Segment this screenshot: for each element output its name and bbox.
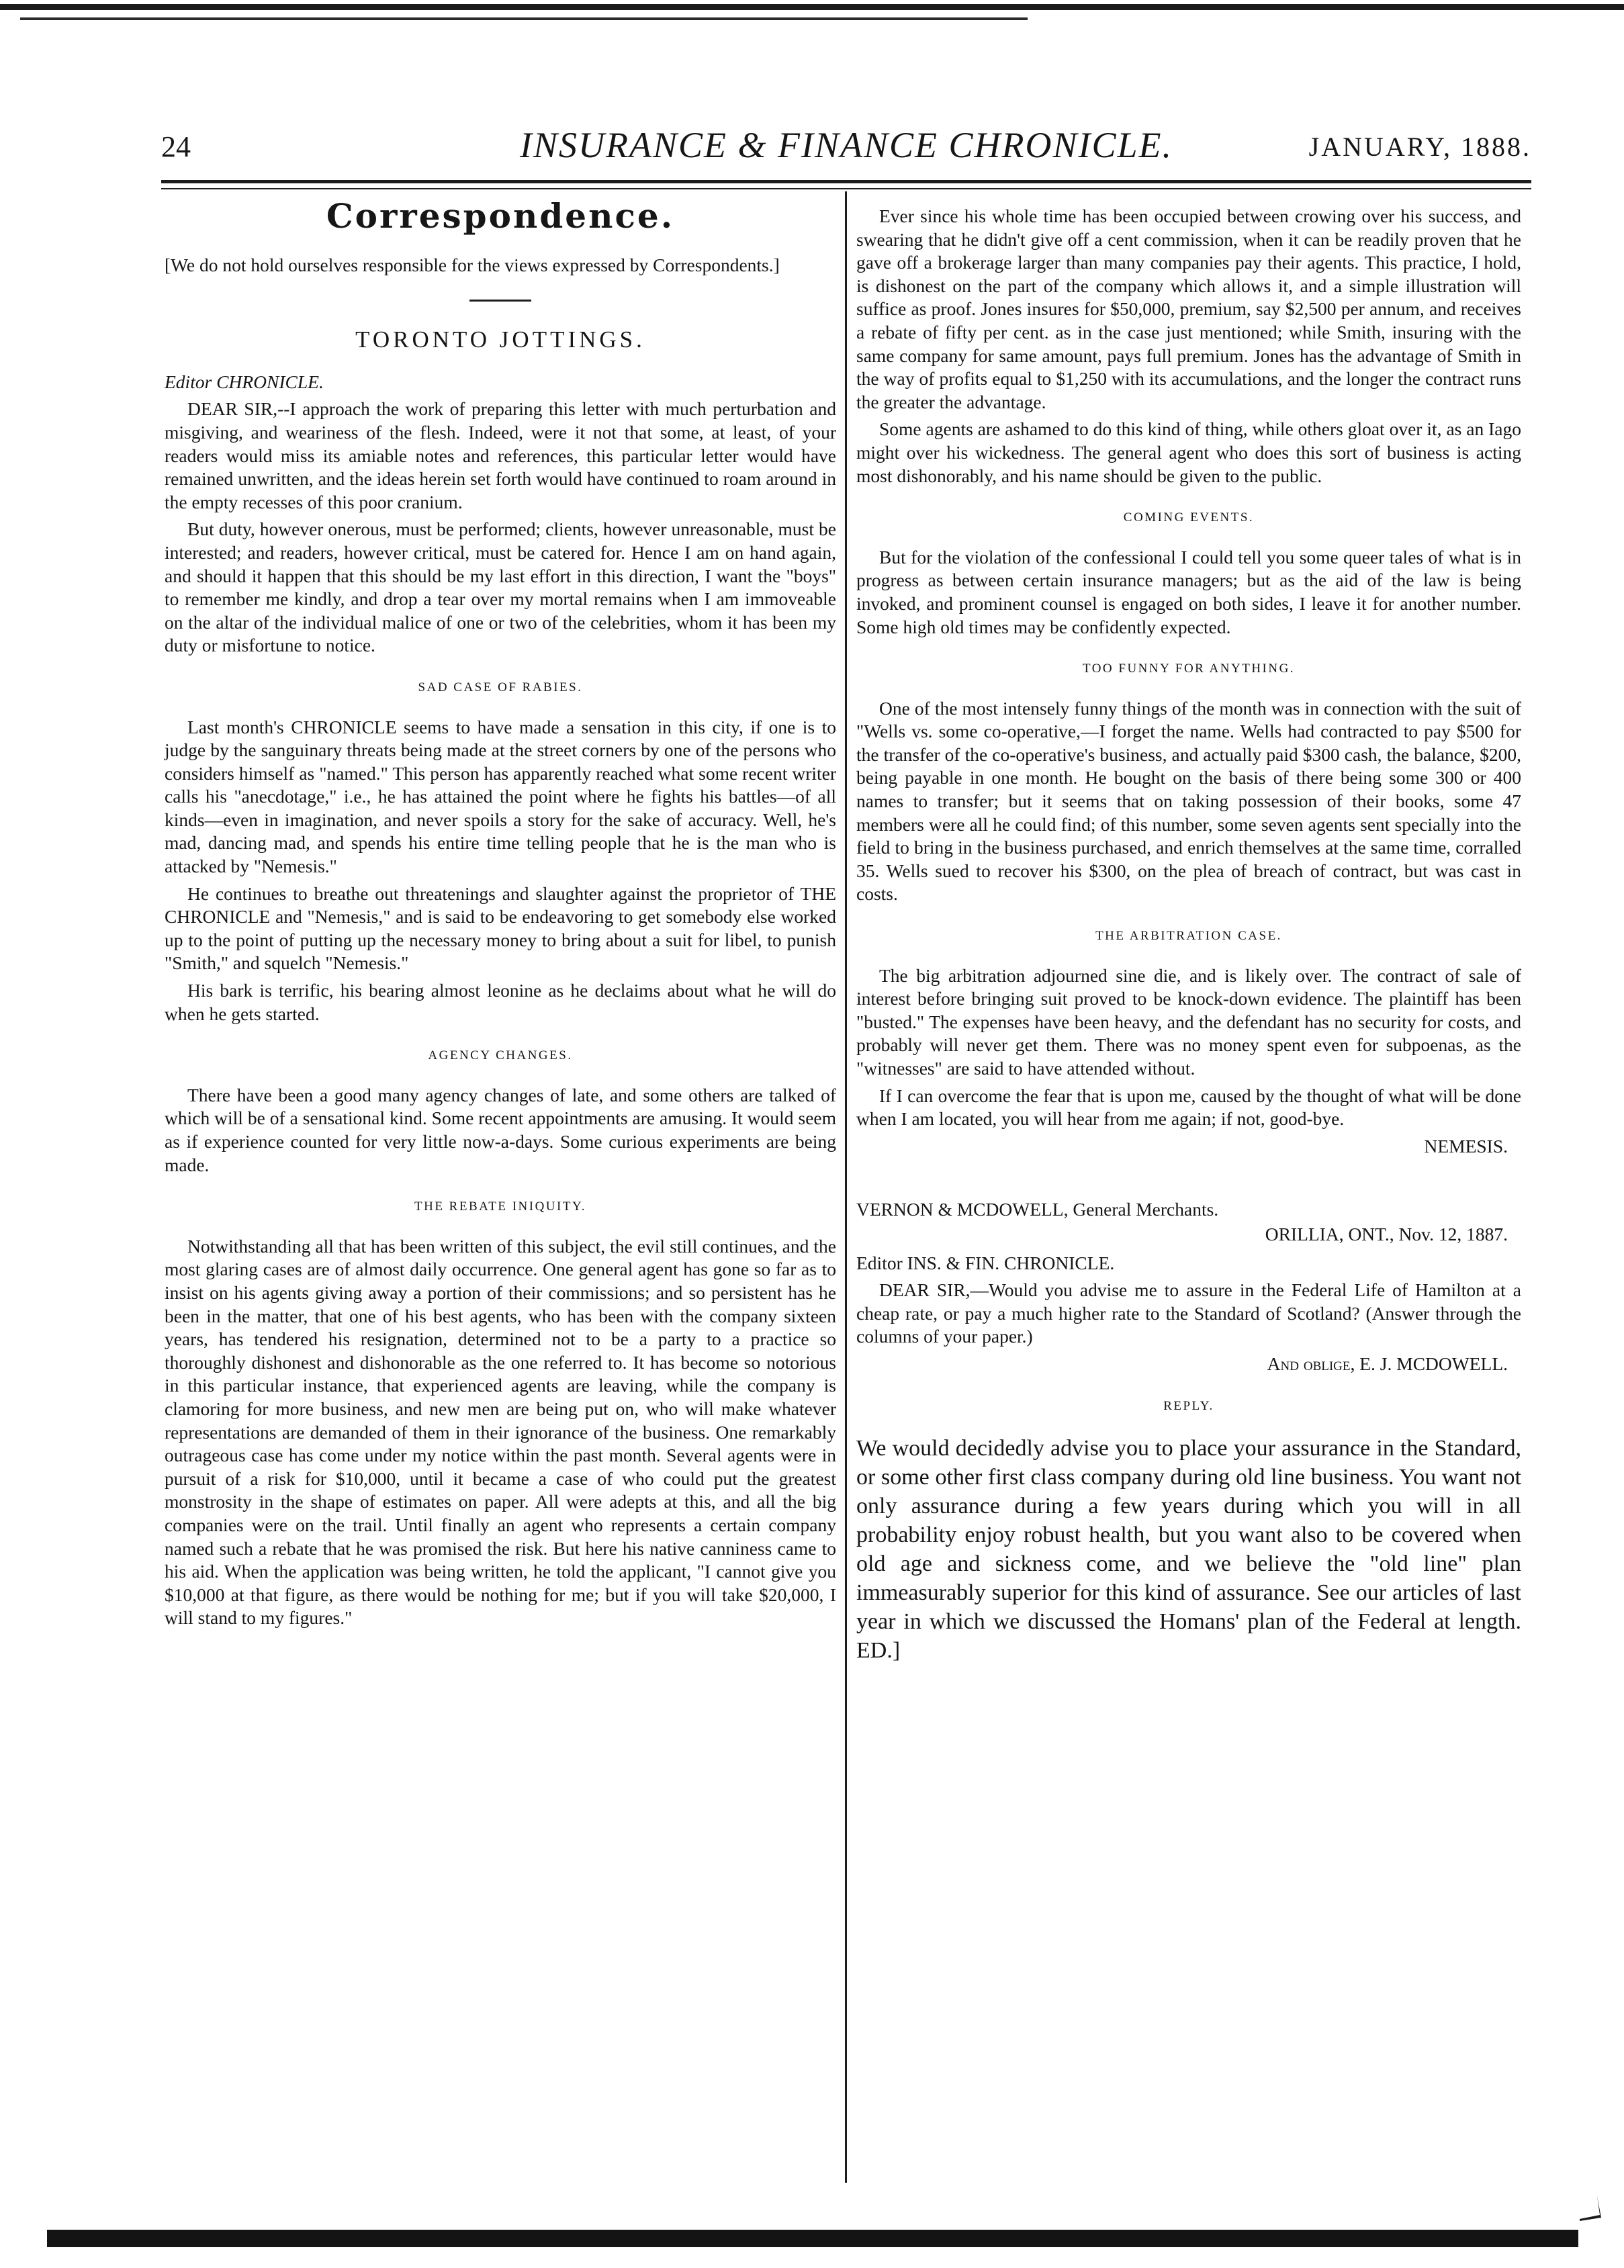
subheading-agency-changes: AGENCY CHANGES. [428,1048,573,1063]
article-paragraph: He continues to breathe out threatenings and slaughter against the proprietor of THE CHRONICLE and "Nemesis," and is said to be endeavoring to get somebody else worked up to the point of putting up the necessary money to bring about a suit for libel, to punish "Smith," and squelch "Nemesis." [165,882,836,974]
page-header [161,124,1531,171]
left-column [165,196,836,1634]
bottom-border-rule [47,2230,1578,2247]
subheading-too-funny: TOO FUNNY FOR ANYTHING. [1082,662,1296,676]
article-paragraph: One of the most intensely funny things of the month was in connection with the suit of "Wells vs. some co-operative,—I forget the name. Wells had contracted to pay $500 for the transfer of the co-operative's business, and actually paid $300 cash, the balance, $200, being payable in one month. He bought on the basis of there being some 300 or 400 names to transfer; but it seems that on taking possession of their books, some 47 members were all he could find; of this number, some seven agents sent specially into the field to bring in the business purchased, and enrich themselves at the same time, corralled 35. Wells sued to recover his $300, on the plea of breach of contract, but was cast in costs. [856,697,1521,905]
article-title: TORONTO JOTTINGS. [355,326,645,353]
header-rule-secondary [161,188,1531,189]
article-paragraph: Some agents are ashamed to do this kind of thing, while others gloat over it, as an Iago might over his wickedness. The general agent who does this sort of business is acting most dishonorably, and his name should be given to the public. [856,418,1521,486]
subheading-reply: REPLY. [1163,1398,1214,1413]
letter-place-date: ORILLIA, ONT., Nov. 12, 1887. [1265,1223,1508,1244]
short-divider [469,300,531,302]
journal-title: INSURANCE & FINANCE CHRONICLE. [519,125,1173,165]
editorial-note: [We do not hold ourselves responsible for the views expressed by Correspondents.] [165,254,780,275]
page-number: 24 [161,130,191,163]
article-paragraph: The big arbitration adjourned sine die, and is likely over. The contract of sale of interest before bringing suit proved to be knock-down evidence. The plaintiff has been "busted." The expenses have been heavy, and the defendant has no security for costs, and probably will never get them. There was no money spent even for subpoenas, as the "witnesses" are said to have attended without. [856,964,1521,1079]
issue-date: JANUARY, 1888. [1308,132,1531,162]
column-divider [845,191,847,2183]
article-paragraph: Ever since his whole time has been occupied between crowing over his success, and swearing that he didn't give off a cent commission, when it can be readily proven that he gave off a brokerage larger than many companies pay their agents. This practice, I hold, is dishonest on the part of the company which allows it, and a simple illustration will suffice as proof. Jones insures for $50,000, premium, say $2,500 per annum, and receives a rebate of fifty per cent. as in the case just mentioned; while Smith, insuring with the same company for same amount, pays full premium. Jones has the advantage of Smith in the way of profits equal to $1,250 with its accumulations, and the longer the contract runs the greater the advantage. [856,206,1521,412]
article-paragraph: There have been a good many agency changes of late, and some others are talked of which will be of a sensational kind. Some recent appointments are amusing. It would seem as if experience counted for very little now-a-days. Some curious experiments are being made. [165,1084,836,1175]
article-paragraph: His bark is terrific, his bearing almost leonine as he declaims about what he will do when he gets started. [165,980,836,1024]
top-border-thick-line [0,4,1624,10]
section-title: Correspondence. [326,196,675,236]
article-paragraph: DEAR SIR,--I approach the work of preparing this letter with much perturbation and misgiving, and weariness of the flesh. Indeed, were it not that some, at least, of your readers would miss its amiable notes and references, this particular letter would have remained unwritten, and the ideas herein set forth would have continued to roam around in the empty recesses of this poor cranium. [165,398,836,512]
subheading-rebate: THE REBATE INIQUITY. [414,1199,586,1214]
letter-signoff: And oblige, E. J. MCDOWELL. [1267,1353,1508,1374]
header-rule [161,180,1531,183]
reply-body: We would decidedly advise you to place your assurance in the Standard, or some other first class company during old line business. You want not only assurance during a few years during which you will in all probability enjoy robust health, but you want also to be covered when old age and sickness come, and we believe the "old line" plan immeasurably superior for this kind of assurance. See our articles of last year in which we discussed the Homans' plan of the Federal at length. ED.] [856,1436,1521,1664]
article-paragraph: Notwithstanding all that has been written of this subject, the evil still continues, and the most glaring cases are of almost daily occurrence. One general agent has gone so far as to insist on his agents giving away a portion of their commissions; and so persistent has he been in the matter, that one of his best agents, who has been with the company sixteen years, has tendered his resignation, determined not to be a party to a practice so thoroughly dishonest and dishonorable as the one referred to. It has become so notorious in this particular instance, that experienced agents are leaving, while the company is clamoring for more business, and new men are being put on, who will make whatever representations are demanded of them in their ignorance of the business. One remarkably outrageous case has come under my notice within the past month. Several agents were in pursuit of a risk for $10,000, until it became a case of who could put the greatest monstrosity in the shape of estimates on paper. All were adepts at this, and all the big companies were on the trail. Until finally an agent who represents a certain company named such a rebate that he was promised the risk. But here his native canniness came to his aid. When the application was being written, he told the applicant, "I cannot give you $10,000 at that figure, as there would be nothing for me; but if you will take $20,000, I will stand to my figures." [165,1235,836,1629]
top-border-thin-line [20,17,1028,20]
letter-body: DEAR SIR,—Would you advise me to assure in the Federal Life of Hamilton at a cheap rate, or pay a much higher rate to the Standard of Scotland? (Answer through the columns of your paper.) [856,1279,1521,1347]
subheading-arbitration: THE ARBITRATION CASE. [1095,929,1282,944]
subheading-sad-case: SAD CASE OF RABIES. [418,680,583,694]
article-signature: NEMESIS. [1424,1135,1508,1156]
right-column [856,205,1521,1665]
article-paragraph: Last month's CHRONICLE seems to have made a sensation in this city, if one is to judge by the sanguinary threats being made at the street corners by one of the persons who considers himself as "named." This person has apparently reached what some recent writer calls his "anecdotage," i.e., he has attained the point where he fights his battles—of all kinds—even in imagination, and never spoils a story for the sake of accuracy. Well, he's mad, dancing mad, and spends his entire time telling people that he is the man who is attacked by "Nemesis." [165,716,836,877]
letter-salutation: Editor INS. & FIN. CHRONICLE. [856,1252,1115,1273]
article-paragraph: But for the violation of the confessional I could tell you some queer tales of what is in progress as between certain insurance managers; but as the aid of the law is being invoked, and prominent counsel is engaged on both sides, I leave it for another number. Some high old times may be confidently expected. [856,546,1521,637]
subheading-coming-events: COMING EVENTS. [1123,510,1255,525]
reply-body-block [856,1434,1521,1665]
article-paragraph: But duty, however onerous, must be performed; clients, however unreasonable, must be interested; and readers, however critical, must be catered for. Hence I am on hand again, and should it happen that this should be my last effort in this direction, I want the "boys" to remember me kindly, and drop a tear over my mortal remains when I am immoveable on the altar of the individual malice of one or two of the celebrities, whom it has been my duty or misfortune to notice. [165,518,836,656]
article-paragraph: If I can overcome the fear that is upon me, caused by the thought of what will be done when I am located, you will hear from me again; if not, good-bye. [856,1085,1521,1130]
article-salutation: Editor CHRONICLE. [165,371,324,392]
corner-flourish-icon [1577,2195,1603,2222]
letter-from-line: VERNON & MCDOWELL, General Merchants. [856,1199,1219,1220]
